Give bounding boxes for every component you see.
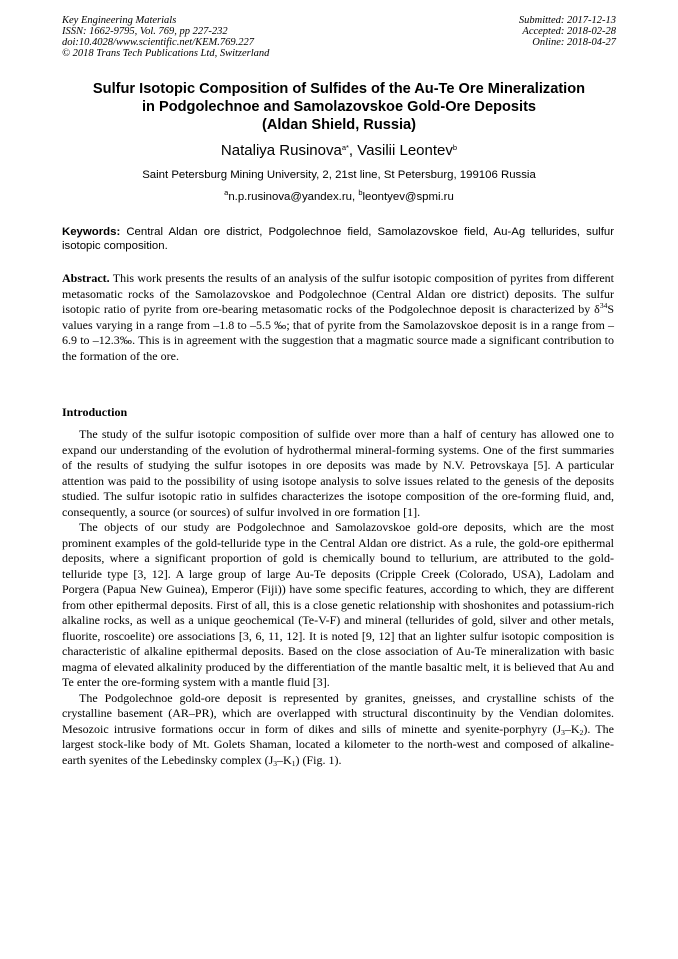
p3-sub-1: 3 xyxy=(561,727,565,737)
email-b-marker: b xyxy=(358,188,363,197)
introduction-heading: Introduction xyxy=(62,405,128,419)
paper-title xyxy=(40,80,638,134)
introduction-body xyxy=(62,427,614,768)
author-2: Vasilii Leontev xyxy=(357,142,453,159)
journal-name: Key Engineering Materials xyxy=(62,15,177,26)
issn: ISSN: 1662-9795, Vol. 769, pp 227-232 xyxy=(62,26,228,37)
abstract-isotope-superscript: 34 xyxy=(599,301,608,310)
author-1: Nataliya Rusinova xyxy=(220,142,342,159)
keywords-label: Keywords: xyxy=(62,226,121,238)
p3-text-a: The Podgolechnoe gold-ore deposit is represented by granites, gneisses, and crystalline schists of the crystalline basement (AR–PR), which are overlapped with structural discontinuity by the Vendian dolomites. Mesozoic intrusive formations occur in form of dikes and sills of minette and syenite-porphyry (J xyxy=(62,690,614,736)
copyright: © 2018 Trans Tech Publications Ltd, Switzerland xyxy=(62,48,270,59)
author-separator: , xyxy=(348,142,358,159)
p3-text-e: ) (Fig. 1). xyxy=(295,752,342,767)
author-2-marker: b xyxy=(452,143,458,152)
intro-paragraph-2: The objects of our study are Podgolechnoe and Samolazovskoe gold-ore deposits, which are the most prominent examples of the gold-telluride type in the Central Aldan ore district. As a rule, the gold-ore epithermal deposits, where a significant proportion of gold is chemically bound to tellurium, are attributed to the gold-telluride type [3, 12]. A large group of large Au-Te deposits (Cripple Creek (Colorado, USA), Ladolam and Porgera (Papua New Guinea), Emperor (Fiji)) have some specific features, according to which, they are different from other epithermal deposits. First of all, this is a close genetic relationship with shoshonites and potassium-rich alkaline rocks, as well as a unique geochemical (Te-V-F) and mineral (tellurides of gold, silver and other metals, fluorite, roscoelite) ore associations [3, 6, 11, 12]. It is noted [9, 12] that an lighter sulfur isotopic composition is characteristic of alkaline epithermal deposits. Based on the close association of Au-Te mineralization with basic magma of elevated alkalinity produced by the differentiation of the mantle basaltic melt, it is believed that Au and Te enter the ore-forming system with a mantle fluid [3]. xyxy=(62,520,614,689)
abstract-text-2: S values varying in a range from –1.8 to –5.5 ‰; that of pyrite from the Samolazovskoe deposit is in a range from –6.9 to –12.3‰. This is in agreement with the suggestion that a magmatic source made a significant contribution to the formation of the ore. xyxy=(62,302,614,363)
intro-paragraph-3 xyxy=(62,691,614,769)
doi: doi:10.4028/www.scientific.net/KEM.769.227 xyxy=(62,37,254,48)
email-a-marker: a xyxy=(224,188,229,197)
p3-text-c: ). The largest stock-like body of Mt. Golets Shaman, located a kilometer to the north-west and composed of alkaline-earth syenites of the Lebedinsky complex (J xyxy=(62,721,614,767)
title-line-1: Sulfur Isotopic Composition of Sulfides of the Au-Te Ore Mineralization xyxy=(92,81,586,97)
author-emails xyxy=(40,190,638,204)
intro-paragraph-1: The study of the sulfur isotopic composition of sulfide over more than a half of century has allowed one to expand our understanding of the evolution of hydrothermal mineral-forming systems. One of the first summaries of the results of studying the sulfur isotopes in ore deposits was made by N.V. Petrovskaya [5]. A particular attention was paid to the possibility of using isotope analysis to solve issues related to the genesis of the deposits studied. The sulfur isotopic ratio in sulfides characterizes the isotope composition of the ore-forming fluid, and, consequently, a source (or sources) of sulfur involved in ore formation [1]. xyxy=(62,427,614,519)
author-list xyxy=(40,142,638,160)
email-separator: , xyxy=(351,191,359,203)
p3-text-d: –K xyxy=(277,752,292,767)
p3-sub-3: 3 xyxy=(273,758,278,768)
submitted-date: Submitted: 2017-12-13 xyxy=(518,15,616,26)
online-date: Online: 2018-04-27 xyxy=(532,37,616,48)
abstract-label: Abstract. xyxy=(62,271,110,285)
author-1-marker: a* xyxy=(341,143,349,152)
p3-text-b: –K xyxy=(564,721,580,736)
affiliation: Saint Petersburg Mining University, 2, 21st line, St Petersburg, 199106 Russia xyxy=(142,169,536,181)
abstract xyxy=(62,271,614,364)
email-a[interactable]: n.p.rusinova@yandex.ru xyxy=(228,191,352,203)
title-line-2: in Podgolechnoe and Samolazovskoe Gold-Ore Deposits xyxy=(141,99,537,115)
p3-sub-2: 2 xyxy=(579,727,584,737)
accepted-date: Accepted: 2018-02-28 xyxy=(522,26,616,37)
keywords xyxy=(62,226,614,253)
title-line-3: (Aldan Shield, Russia) xyxy=(261,117,417,133)
abstract-text-1: This work presents the results of an analysis of the sulfur isotopic composition of pyrites from different metasomatic rocks of the Samolazovskoe and Podgolechnoe (Central Aldan ore district) deposits. The sulfur isotopic ratio of pyrite from ore-bearing metasomatic rocks of the Podgolechnoe deposit is characterized by δ xyxy=(62,271,614,316)
journal-header-left xyxy=(62,15,269,59)
email-b[interactable]: leontyev@spmi.ru xyxy=(362,191,454,203)
p3-sub-4: 1 xyxy=(291,758,296,768)
keywords-text: Central Aldan ore district, Podgolechnoe field, Samolazovskoe field, Au-Ag tellurides, sulfur isotopic composition. xyxy=(62,226,614,252)
journal-header-right xyxy=(519,15,616,48)
